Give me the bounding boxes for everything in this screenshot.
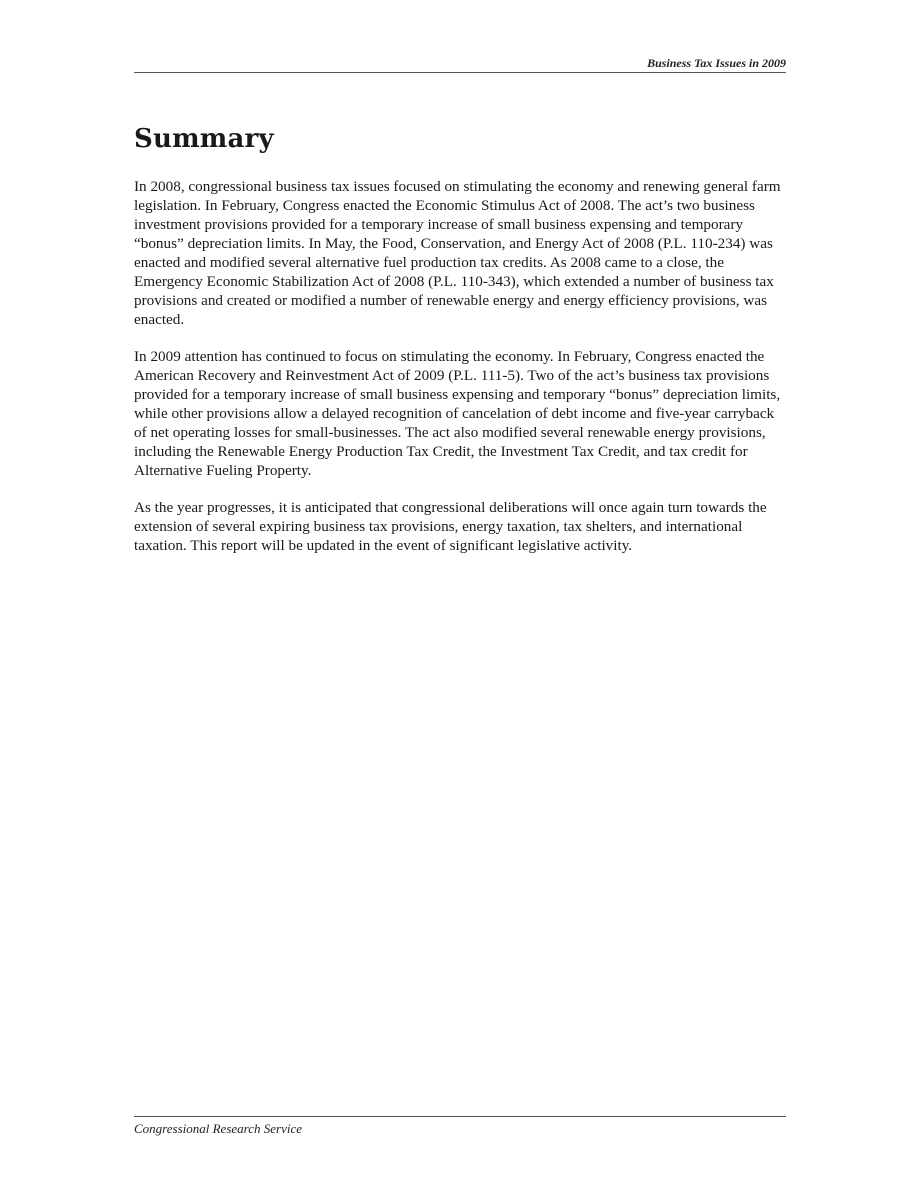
paragraph-2: In 2009 attention has continued to focus on stimulating the economy. In February, Congress enacted the American Recovery and Reinvestment Act of 2009 (P.L. 111-5). Two of the act’s business tax provisions provided for a temporary increase of small business expensing and temporary “bonus” depreciation limits, while other provisions allow a delayed recognition of cancelation of debt income and five-year carryback of net operating losses for small-businesses. The act also modified several renewable energy provisions, including the Renewable Energy Production Tax Credit, the Investment Tax Credit, and tax credit for Alternative Fueling Property. <box>134 348 781 479</box>
header-divider <box>134 72 786 73</box>
paragraph-1: In 2008, congressional business tax issues focused on stimulating the economy and renewing general farm legislation. In February, Congress enacted the Economic Stimulus Act of 2008. The act’s two business investment provisions provided for a temporary increase of small business expensing and temporary “bonus” depreciation limits. In May, the Food, Conservation, and Energy Act of 2008 (P.L. 110-234) was enacted and modified several alternative fuel production tax credits. As 2008 came to a close, the Emergency Economic Stabilization Act of 2008 (P.L. 110-343), which extended a number of business tax provisions and created or modified a number of renewable energy and energy efficiency provisions, was enacted. <box>134 178 781 328</box>
footer-organization: Congressional Research Service <box>134 1121 302 1136</box>
footer-divider <box>134 1116 786 1117</box>
summary-body <box>134 177 786 573</box>
running-header: Business Tax Issues in 2009 <box>647 56 786 70</box>
section-title: Summary <box>134 124 274 154</box>
paragraph-3: As the year progresses, it is anticipated that congressional deliberations will once again turn towards the extension of several expiring business tax provisions, energy taxation, tax shelters, and international taxation. This report will be updated in the event of significant legislative activity. <box>134 499 767 554</box>
